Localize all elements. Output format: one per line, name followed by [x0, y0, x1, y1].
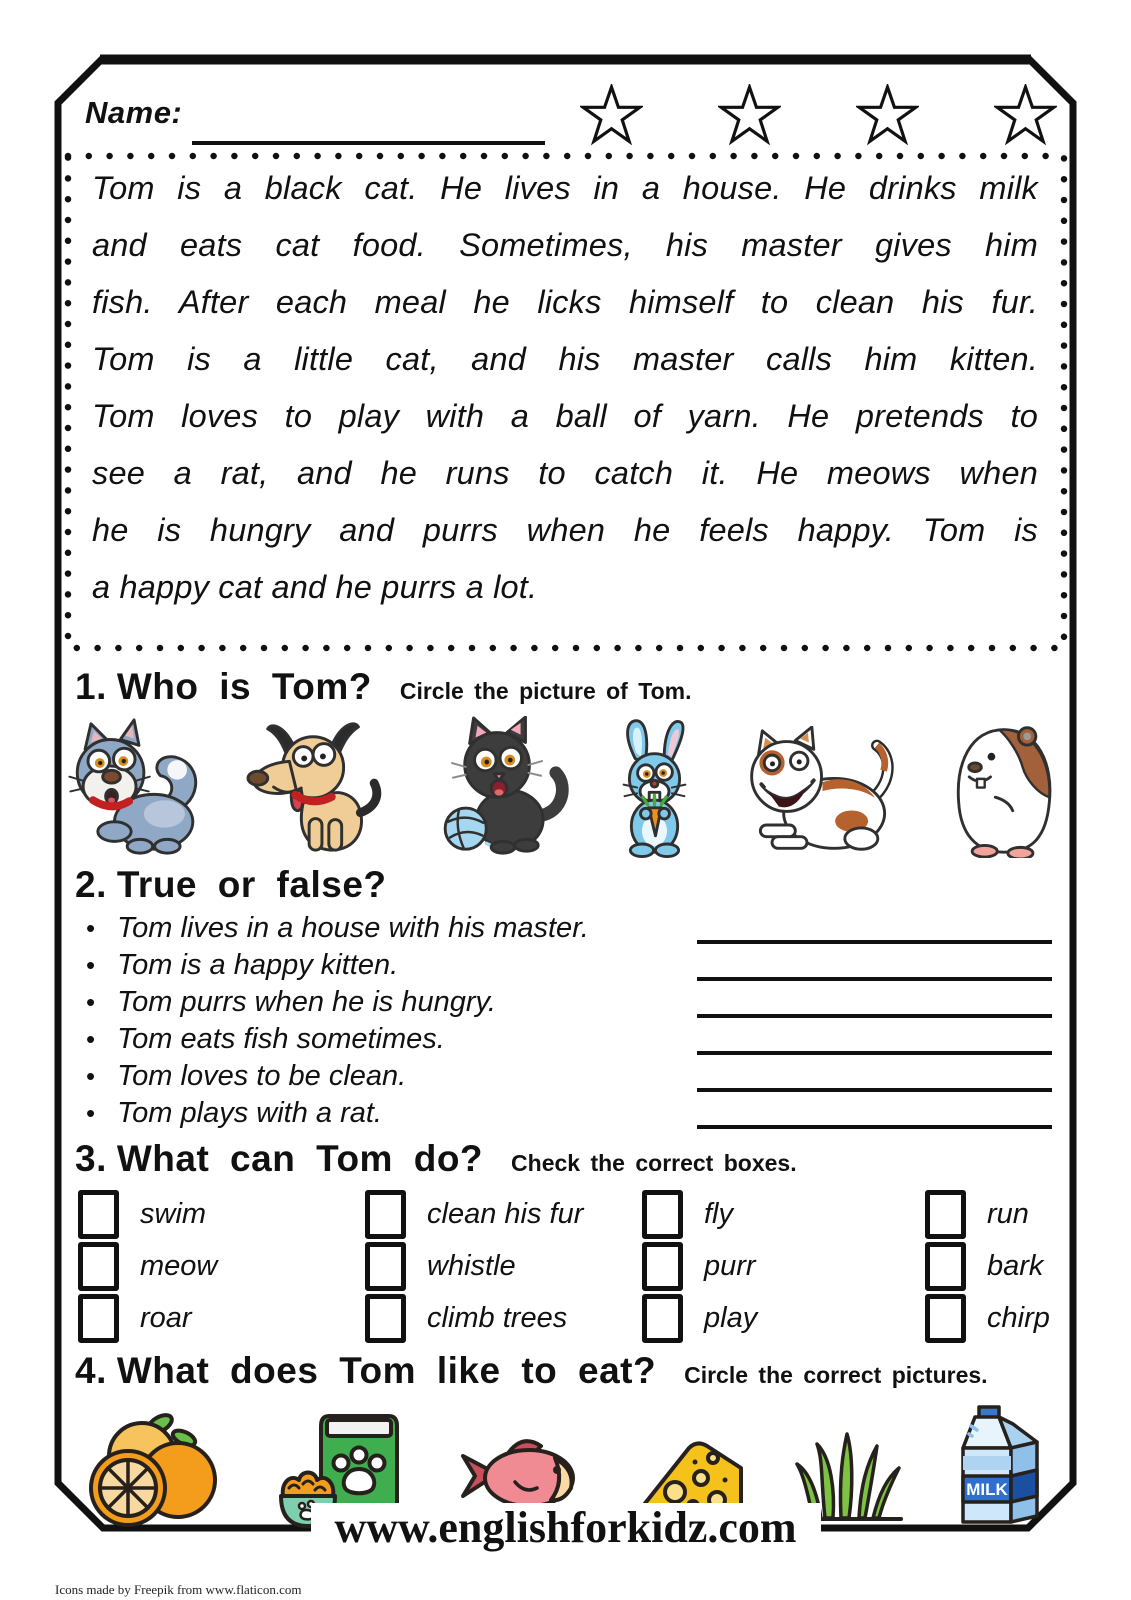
checkbox-item — [642, 1244, 925, 1288]
q3-title: What can Tom do? — [116, 1138, 484, 1179]
q4-number: 4. — [75, 1350, 107, 1391]
checkbox[interactable] — [642, 1190, 683, 1239]
checkbox-label: meow — [140, 1249, 218, 1282]
q1-heading — [75, 666, 691, 708]
checkbox-item — [78, 1192, 365, 1236]
star-icon — [718, 84, 781, 147]
checkbox[interactable] — [925, 1242, 966, 1291]
checkbox-item — [365, 1192, 642, 1236]
true-false-row — [80, 986, 1052, 1023]
q1-instruction: Circle the picture of Tom. — [399, 678, 692, 704]
bullet-dot: • — [86, 1098, 96, 1128]
checkbox[interactable] — [642, 1294, 683, 1343]
checkbox-label: purr — [704, 1249, 756, 1282]
reading-passage — [92, 170, 1038, 626]
footer — [0, 1502, 1131, 1553]
true-false-row — [80, 1060, 1052, 1097]
statement-text: Tom lives in a house with his master. — [117, 912, 589, 944]
bullet-dot: • — [86, 1024, 96, 1054]
true-false-row — [80, 949, 1052, 986]
q4-instruction: Circle the correct pictures. — [684, 1362, 988, 1388]
q3-instruction: Check the correct boxes. — [511, 1150, 797, 1176]
answer-line[interactable] — [697, 1014, 1052, 1018]
q2-heading — [75, 864, 387, 906]
statement-text: Tom is a happy kitten. — [117, 949, 399, 981]
hamster-icon[interactable] — [941, 720, 1067, 858]
bullet-dot: • — [86, 987, 96, 1017]
checkbox-item — [925, 1192, 1058, 1236]
passage-line: Tom is a little cat, and his master calls him kitten. — [92, 341, 1038, 377]
q2-number: 2. — [75, 864, 107, 905]
star-icon — [580, 84, 643, 147]
milk-label: MILK — [966, 1480, 1008, 1499]
passage-line: he is hungry and purrs when he feels happy. Tom is — [92, 512, 1038, 548]
q3-number: 3. — [75, 1138, 107, 1179]
answer-line[interactable] — [697, 940, 1052, 944]
q1-option-dog[interactable] — [243, 720, 393, 858]
checkbox[interactable] — [78, 1242, 119, 1291]
checkbox[interactable] — [925, 1294, 966, 1343]
checkbox[interactable] — [365, 1190, 406, 1239]
answer-line[interactable] — [697, 1051, 1052, 1055]
true-false-list — [80, 912, 1052, 1134]
passage-line: Tom is a black cat. He lives in a house. He drinks milk — [92, 170, 1038, 206]
gray-cat-icon[interactable] — [62, 716, 212, 858]
checkbox-label: climb trees — [427, 1301, 568, 1334]
passage-line: Tom loves to play with a ball of yarn. He pretends to — [92, 398, 1038, 434]
dog-icon[interactable] — [243, 720, 393, 858]
checkbox-item — [365, 1296, 642, 1340]
bullet-dot: • — [86, 950, 96, 980]
q4-title: What does Tom like to eat? — [116, 1350, 657, 1391]
q2-title: True or false? — [116, 864, 387, 905]
rabbit-icon[interactable] — [606, 718, 703, 858]
checkbox-label: play — [704, 1301, 758, 1334]
checkbox-label: roar — [140, 1301, 192, 1334]
q1-title: Who is Tom? — [116, 666, 372, 707]
bullet-dot: • — [86, 1061, 96, 1091]
checkbox-item — [78, 1296, 365, 1340]
q1-option-white-cat[interactable] — [735, 726, 910, 858]
q1-option-black-cat[interactable] — [425, 716, 575, 858]
true-false-row — [80, 1097, 1052, 1134]
star-icon — [994, 84, 1057, 147]
checkbox[interactable] — [78, 1190, 119, 1239]
checkbox[interactable] — [925, 1190, 966, 1239]
q1-option-gray-cat[interactable] — [62, 716, 212, 858]
checkbox-item — [78, 1244, 365, 1288]
checkbox[interactable] — [78, 1294, 119, 1343]
checkbox-item — [642, 1296, 925, 1340]
passage-line: a happy cat and he purrs a lot. — [92, 569, 538, 605]
checkbox-label: whistle — [427, 1249, 516, 1282]
checkbox-grid — [78, 1192, 1058, 1340]
icons-credit-text: Icons made by Freepik from www.flaticon.com — [55, 1582, 302, 1597]
checkbox[interactable] — [365, 1242, 406, 1291]
q4-heading — [75, 1350, 988, 1392]
q1-option-rabbit[interactable] — [606, 718, 703, 858]
bullet-dot: • — [86, 913, 96, 943]
name-input-line[interactable] — [192, 141, 545, 145]
answer-line[interactable] — [697, 977, 1052, 981]
passage-line: fish. After each meal he licks himself to clean his fur. — [92, 284, 1038, 320]
true-false-row — [80, 912, 1052, 949]
q3-heading — [75, 1138, 797, 1180]
q1-options-row — [62, 712, 1067, 858]
answer-line[interactable] — [697, 1088, 1052, 1092]
checkbox-item — [925, 1296, 1058, 1340]
name-label: Name: — [85, 95, 183, 130]
white-orange-cat-icon[interactable] — [735, 726, 910, 858]
star-icon — [856, 84, 919, 147]
q1-number: 1. — [75, 666, 107, 707]
statement-text: Tom loves to be clean. — [117, 1060, 407, 1092]
checkbox-label: run — [987, 1197, 1029, 1230]
checkbox-item — [925, 1244, 1058, 1288]
checkbox-item — [642, 1192, 925, 1236]
checkbox[interactable] — [642, 1242, 683, 1291]
passage-line: see a rat, and he runs to catch it. He meows when — [92, 455, 1038, 491]
checkbox-label: bark — [987, 1249, 1044, 1282]
checkbox-label: fly — [704, 1197, 733, 1230]
checkbox-label: clean his fur — [427, 1197, 584, 1230]
black-cat-with-yarn-icon[interactable] — [425, 716, 575, 858]
true-false-row — [80, 1023, 1052, 1060]
statement-text: Tom plays with a rat. — [117, 1097, 382, 1129]
passage-line: and eats cat food. Sometimes, his master gives him — [92, 227, 1038, 263]
website-text: www.englishforkidz.com — [311, 1503, 821, 1552]
checkbox-item — [365, 1244, 642, 1288]
statement-text: Tom purrs when he is hungry. — [117, 986, 496, 1018]
checkbox[interactable] — [365, 1294, 406, 1343]
answer-line[interactable] — [697, 1125, 1052, 1129]
q1-option-hamster[interactable] — [941, 720, 1067, 858]
statement-text: Tom eats fish sometimes. — [117, 1023, 445, 1055]
checkbox-label: chirp — [987, 1301, 1050, 1334]
checkbox-label: swim — [140, 1197, 207, 1230]
